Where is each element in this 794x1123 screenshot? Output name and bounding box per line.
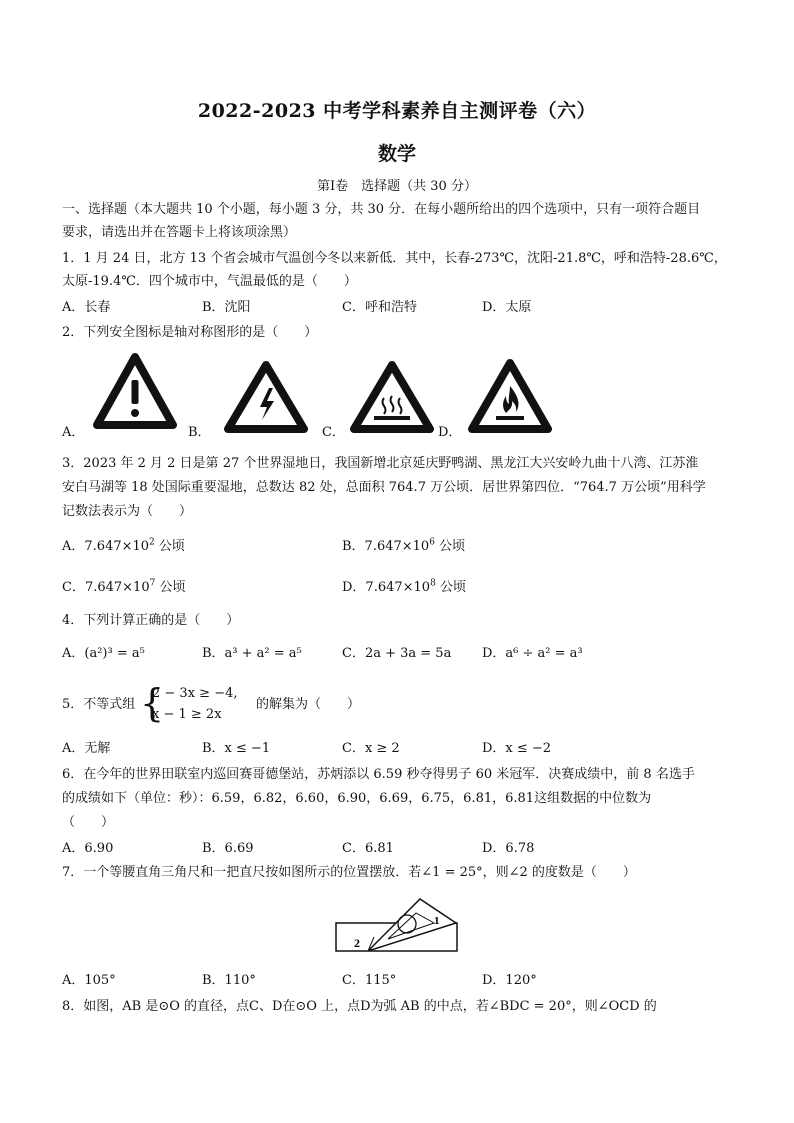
q5-stem-prefix: 5．不等式组 [62, 697, 136, 712]
q6-stem-line-1: 6．在今年的世界田联室内巡回赛哥德堡站，苏炳添以 6.59 秒夺得男子 60 米冠军．决赛成绩中，前 8 名选手 [62, 767, 695, 782]
q3-stem-line-2: 安白马湖等 18 处国际重要湿地，总数达 82 处，总面积 764.7 万公顷．居世界第四位．“764.7 万公顷”用科学 [62, 480, 706, 495]
q6-option-a: A．6.90 [62, 841, 114, 856]
q3-option-c: C．$7.647\times 10^7$ 公顷 [62, 578, 186, 595]
q2-option-a: A． [62, 425, 85, 440]
q5-option-c: C．x ≥ 2 [342, 741, 400, 756]
intro-line-2: 要求，请选出并在答题卡上将该项涂黑） [62, 225, 297, 240]
exam-title: 2022-2023 中考学科素养自主测评卷（六） [197, 100, 597, 122]
q1-option-c: C．呼和浩特 [342, 300, 417, 315]
electric-warning-icon [224, 360, 308, 434]
q6-option-d: D．6.78 [482, 841, 535, 856]
q8-stem-line-1: 8．如图，AB 是⊙O 的直径，点C、D在⊙O 上，点D为弧 AB 的中点，若∠BDC = 20°，则∠OCD 的 [62, 999, 657, 1014]
angle-2-label: 2 [354, 936, 360, 950]
q4-option-b: B．a³ + a² = a⁵ [202, 646, 302, 661]
hot-surface-warning-icon [350, 360, 434, 434]
q5-option-d: D．x ≤ −2 [482, 741, 552, 756]
q4-option-d: D．a⁶ ÷ a² = a³ [482, 646, 583, 661]
q5-stem-suffix: 的解集为（ ） [256, 697, 361, 712]
q7-option-a: A．105° [62, 973, 116, 988]
flammable-warning-icon [468, 358, 552, 434]
q1-option-d: D．太原 [482, 300, 532, 315]
q7-option-d: D．120° [482, 973, 537, 988]
q2-stem: 2．下列安全图标是轴对称图形的是（ ） [62, 325, 318, 340]
q5-brace: { [140, 681, 165, 725]
q5-inequality-1: 2 − 3x ≥ −4, [152, 686, 238, 701]
q6-stem-line-2: 的成绩如下（单位：秒）：6.59，6.82，6.60，6.90，6.69，6.75，6.81，6.81这组数据的中位数为 [62, 791, 652, 806]
q3-stem-line-1: 3．2023 年 2 月 2 日是第 27 个世界湿地日，我国新增北京延庆野鸭湖、黑龙江大兴安岭九曲十八湾、江苏淮 [62, 456, 699, 471]
q1-option-a: A．长春 [62, 300, 111, 315]
q6-stem-line-3: （ ） [62, 815, 115, 830]
q5-inequality-2: x − 1 ≥ 2x [152, 707, 222, 722]
q5-option-a: A．无解 [62, 741, 111, 756]
q3-option-b: B．$7.647\times 10^6$ 公顷 [342, 537, 466, 554]
q1-option-b: B．沈阳 [202, 300, 251, 315]
q2-option-d: D． [438, 425, 462, 440]
q3-stem-line-3: 记数法表示为（ ） [62, 504, 193, 519]
q2-option-c: C． [322, 425, 345, 440]
q3-option-a: A．$7.647\times 10^2$ 公顷 [62, 537, 185, 554]
section-heading: 第Ⅰ卷 选择题（共 30 分） [317, 179, 477, 194]
q4-option-c: C．2a + 3a = 5a [342, 646, 452, 661]
q7-option-c: C．115° [342, 973, 397, 988]
exclamation-warning-icon [93, 352, 177, 430]
q6-option-c: C．6.81 [342, 841, 394, 856]
angle-1-label: 1 [434, 915, 440, 927]
q5-option-b: B．x ≤ −1 [202, 741, 271, 756]
ruler-triangle-figure [330, 893, 465, 959]
q2-option-b: B． [188, 425, 211, 440]
q4-option-a: A．(a²)³ = a⁵ [62, 646, 145, 661]
q6-option-b: B．6.69 [202, 841, 254, 856]
q7-option-b: B．110° [202, 973, 256, 988]
q7-stem: 7．一个等腰直角三角尺和一把直尺按如图所示的位置摆放．若∠1 = 25°，则∠2 的度数是（ ） [62, 865, 636, 880]
q1-stem-line-2: 太原-19.4℃．四个城市中，气温最低的是（ ） [62, 274, 357, 289]
exam-subject: 数学 [377, 143, 416, 165]
q4-stem: 4．下列计算正确的是（ ） [62, 613, 240, 628]
intro-line-1: 一、选择题（本大题共 10 个小题，每小题 3 分，共 30 分．在每小题所给出的四个选项中，只有一项符合题目 [62, 202, 701, 217]
q1-stem-line-1: 1．1 月 24 日，北方 13 个省会城市气温创今冬以来新低．其中，长春-273℃，沈阳-21.8℃，呼和浩特-28.6℃， [62, 251, 727, 266]
q3-option-d: D．$7.647\times 10^8$ 公顷 [342, 578, 466, 595]
